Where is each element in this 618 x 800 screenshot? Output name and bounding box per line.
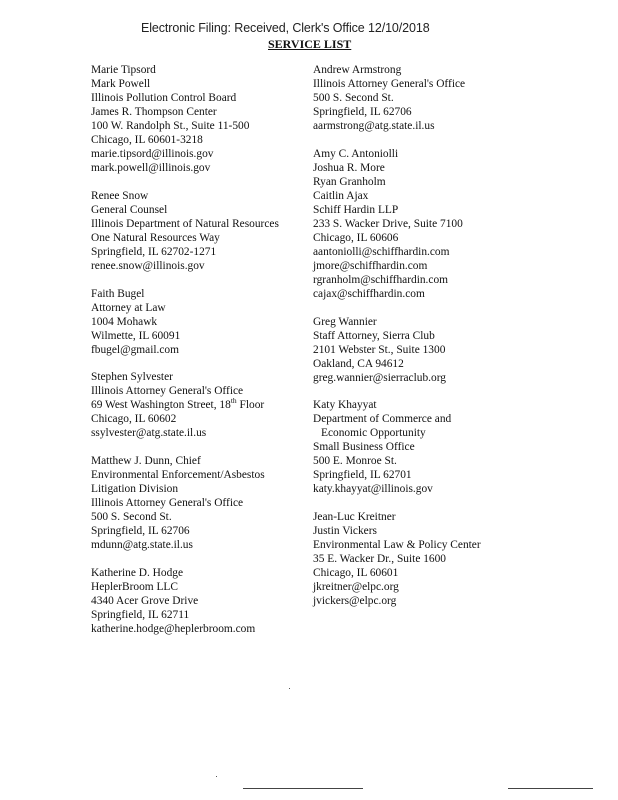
recipient-name: Renee Snow: [91, 189, 149, 202]
recipient-name: Greg Wannier: [313, 315, 377, 328]
recipient-detail: Justin Vickers: [313, 525, 377, 538]
recipient-detail: Schiff Hardin LLP: [313, 203, 399, 216]
recipient-detail: 2101 Webster St., Suite 1300: [313, 343, 446, 356]
recipient-detail: Small Business Office: [313, 441, 415, 454]
recipient-email: jkreitner@elpc.org: [313, 581, 399, 594]
recipient-email: jvickers@elpc.org: [313, 595, 397, 608]
recipient-detail: Economic Opportunity: [321, 427, 426, 440]
recipient-detail: General Counsel: [91, 203, 168, 216]
recipient-detail: Chicago, IL 60601-3218: [91, 134, 203, 146]
recipient-detail: Ryan Granholm: [313, 175, 386, 188]
recipient-detail: Illinois Attorney General's Office: [91, 385, 244, 398]
service-entry: [91, 189, 306, 273]
recipient-detail: Department of Commerce and: [313, 413, 452, 426]
recipient-detail: Litigation Division: [91, 483, 179, 496]
service-entry: [91, 370, 306, 440]
recipient-detail: Chicago, IL 60602: [91, 413, 177, 426]
recipient-email: katy.khayyat@illinois.gov: [313, 483, 433, 496]
recipient-detail: Springfield, IL 62701: [313, 469, 412, 482]
recipient-email: mdunn@atg.state.il.us: [91, 539, 193, 552]
recipient-detail: Springfield, IL 62711: [91, 608, 190, 621]
recipient-detail: Oakland, CA 94612: [313, 357, 404, 370]
recipient-detail: Attorney at Law: [91, 301, 166, 314]
recipient-detail: 35 E. Wacker Dr., Suite 1600: [313, 553, 447, 566]
footer-rule: [508, 788, 593, 789]
service-list-right-column: [313, 63, 553, 622]
recipient-detail: Illinois Attorney General's Office: [313, 78, 466, 90]
recipient-detail: Illinois Department of Natural Resources: [91, 217, 279, 230]
service-entry: [313, 147, 553, 301]
recipient-detail: Wilmette, IL 60091: [91, 329, 181, 342]
scan-speck: [289, 688, 290, 689]
service-entry: [313, 63, 553, 133]
recipient-email: greg.wannier@sierraclub.org: [313, 371, 446, 384]
service-entry: [91, 63, 306, 175]
service-entry: [313, 398, 553, 496]
recipient-email: marie.tipsord@illinois.gov: [91, 148, 214, 160]
recipient-email: aantoniolli@schiffhardin.com: [313, 245, 450, 258]
footer-rule: [243, 788, 363, 789]
recipient-detail: 1004 Mohawk: [91, 315, 158, 328]
recipient-detail: 500 E. Monroe St.: [313, 455, 397, 468]
service-entry: [91, 566, 306, 636]
recipient-name: Stephen Sylvester: [91, 371, 173, 384]
recipient-detail: 500 S. Second St.: [313, 92, 394, 104]
service-entry: [91, 454, 306, 552]
service-entry: [91, 287, 306, 357]
recipient-email: fbugel@gmail.com: [91, 343, 179, 356]
recipient-name: Matthew J. Dunn, Chief: [91, 455, 201, 468]
scan-speck: [216, 776, 217, 777]
recipient-name: Katherine D. Hodge: [91, 566, 184, 579]
recipient-detail: James R. Thompson Center: [91, 106, 217, 118]
recipient-name: Marie Tipsord: [91, 64, 156, 76]
recipient-detail: Environmental Law & Policy Center: [313, 539, 481, 552]
recipient-detail: 100 W. Randolph St., Suite 11-500: [91, 120, 250, 132]
recipient-email: mark.powell@illinois.gov: [91, 162, 211, 174]
recipient-detail: 233 S. Wacker Drive, Suite 7100: [313, 217, 463, 230]
recipient-email: jmore@schiffhardin.com: [313, 259, 428, 272]
recipient-detail: Mark Powell: [91, 78, 151, 90]
recipient-email: katherine.hodge@heplerbroom.com: [91, 622, 256, 635]
recipient-email: renee.snow@illinois.gov: [91, 259, 205, 272]
recipient-detail: Springfield, IL 62706: [313, 106, 412, 118]
recipient-detail: 69 West Washington Street, 18th Floor: [91, 396, 265, 412]
service-entry: [313, 315, 553, 385]
recipient-detail: Environmental Enforcement/Asbestos: [91, 469, 265, 482]
recipient-detail: 500 S. Second St.: [91, 511, 172, 524]
recipient-detail: Staff Attorney, Sierra Club: [313, 329, 435, 342]
recipient-detail: Chicago, IL 60606: [313, 231, 399, 244]
recipient-detail: Illinois Attorney General's Office: [91, 497, 244, 510]
recipient-detail: Chicago, IL 60601: [313, 567, 399, 580]
recipient-detail: One Natural Resources Way: [91, 231, 220, 244]
page-heading: SERVICE LIST: [268, 37, 352, 51]
recipient-email: aarmstrong@atg.state.il.us: [313, 120, 435, 132]
recipient-detail: Springfield, IL 62706: [91, 525, 190, 538]
recipient-name: Andrew Armstrong: [313, 64, 402, 76]
recipient-email: cajax@schiffhardin.com: [313, 287, 425, 300]
recipient-detail: Caitlin Ajax: [313, 189, 369, 202]
filing-stamp: Electronic Filing: Received, Clerk's Office 12/10/2018: [141, 21, 430, 35]
recipient-name: Amy C. Antoniolli: [313, 147, 399, 160]
recipient-detail: 4340 Acer Grove Drive: [91, 594, 199, 607]
service-entry: [313, 510, 553, 608]
service-list-left-column: [91, 63, 306, 650]
recipient-email: rgranholm@schiffhardin.com: [313, 273, 449, 286]
recipient-detail: HeplerBroom LLC: [91, 580, 178, 593]
recipient-detail: Springfield, IL 62702-1271: [91, 245, 217, 258]
recipient-name: Faith Bugel: [91, 287, 145, 300]
recipient-email: ssylvester@atg.state.il.us: [91, 427, 207, 440]
recipient-name: Katy Khayyat: [313, 399, 377, 412]
recipient-detail: Illinois Pollution Control Board: [91, 92, 237, 104]
recipient-name: Jean-Luc Kreitner: [313, 511, 396, 524]
recipient-detail: Joshua R. More: [313, 161, 385, 174]
